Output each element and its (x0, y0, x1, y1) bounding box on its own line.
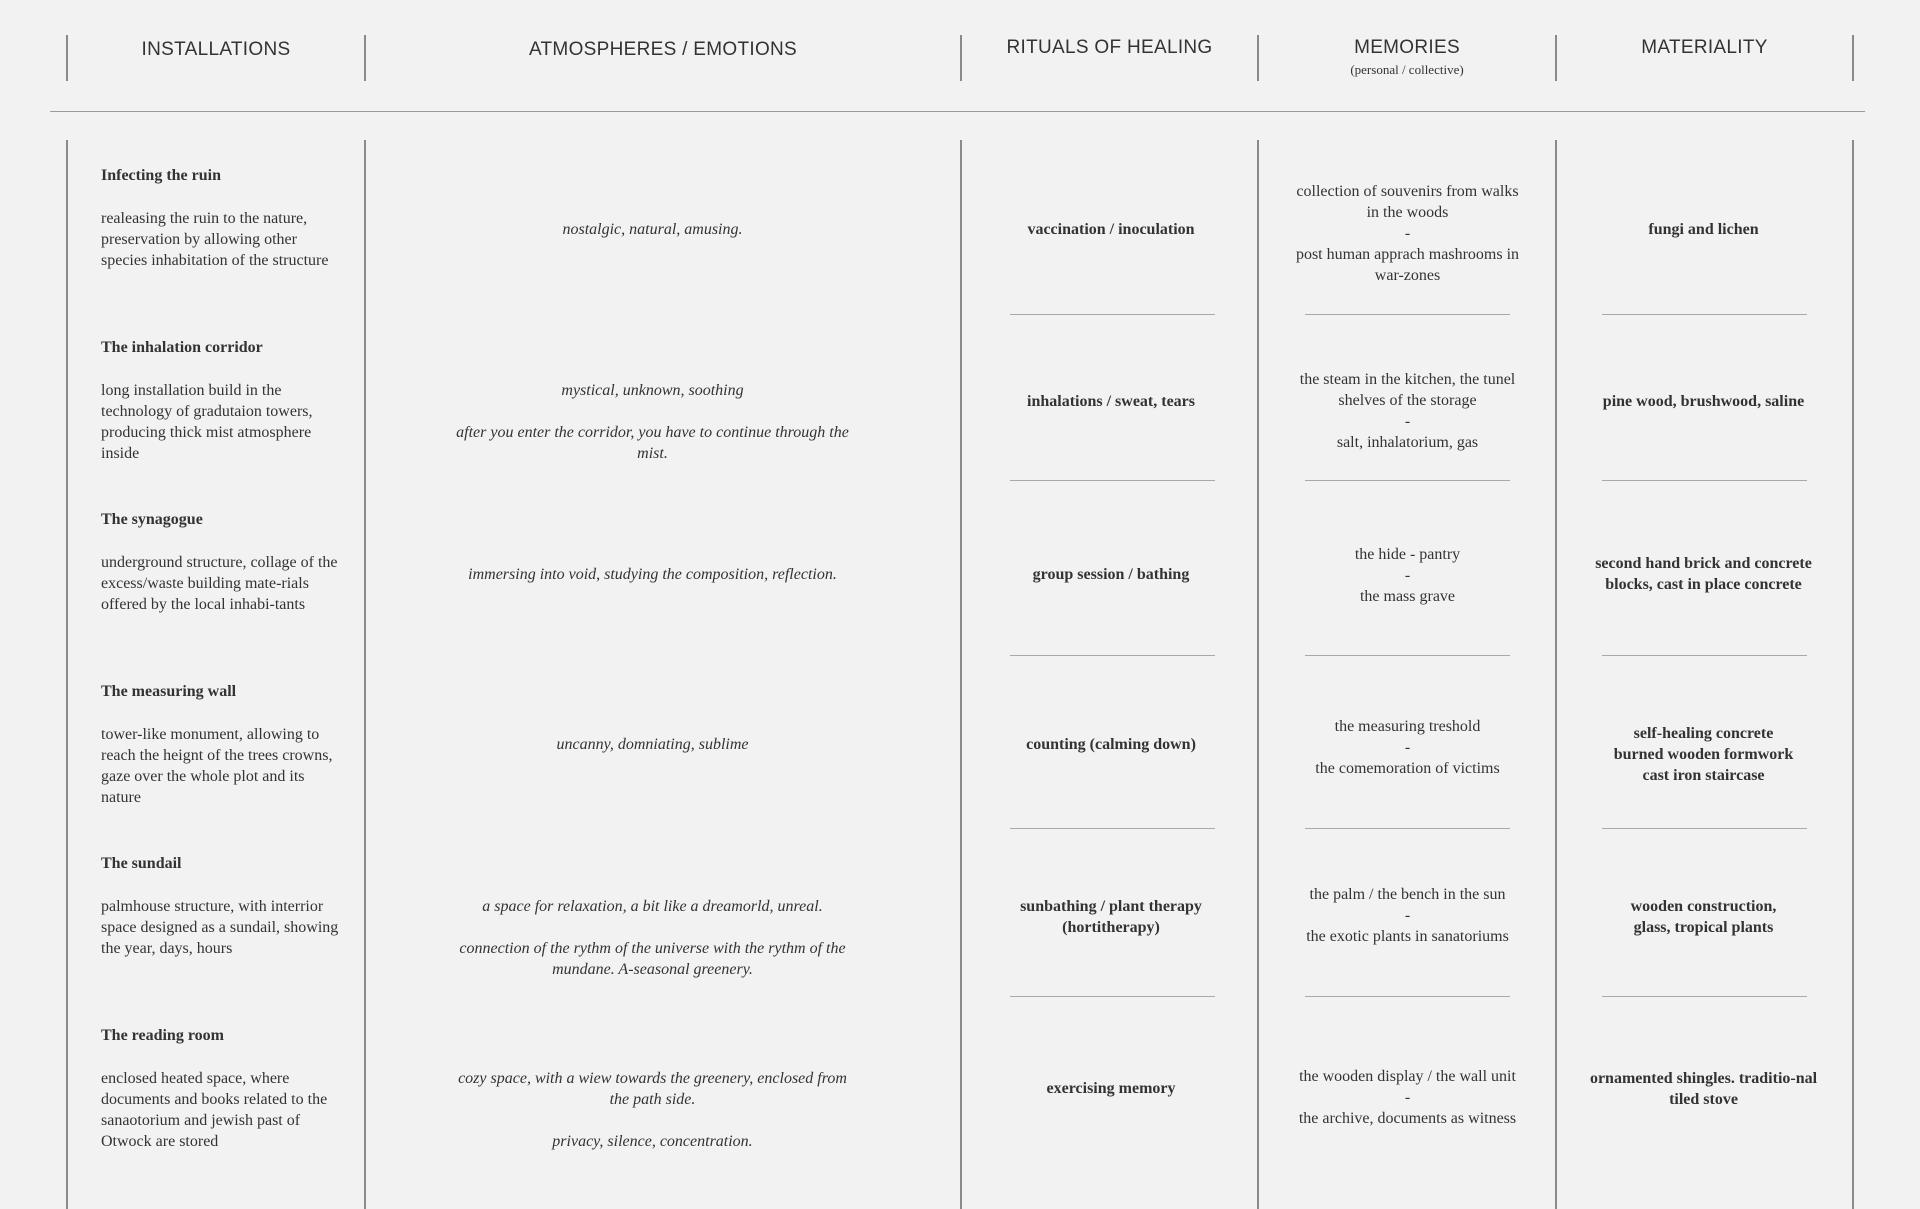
memory-separator: - (1404, 225, 1411, 242)
column-divider (960, 140, 962, 1209)
materiality-text: pine wood, brushwood, saline (1602, 392, 1805, 410)
memories-cell (1290, 181, 1525, 286)
materiality-text: self-healing concrete (1633, 724, 1774, 742)
installation-name: The synagogue (101, 511, 203, 528)
row-separator (1305, 828, 1510, 829)
ritual-text: group session / bathing (1032, 565, 1190, 583)
memory-collective: post human apprach mashrooms in war-zones (1295, 246, 1520, 284)
installation-cell (101, 337, 341, 464)
header-materiality: MATERIALITY (1641, 37, 1768, 58)
atmosphere-cell (450, 723, 855, 765)
memories-cell (1290, 542, 1525, 608)
row-separator (1602, 828, 1807, 829)
header-memories (1259, 37, 1555, 78)
memory-personal: the wooden display / the wall unit (1299, 1067, 1516, 1085)
column-divider (1257, 140, 1259, 1209)
installation-description: palmhouse structure, with interrior space designed as a sundail, showing the year, days, hours (101, 898, 339, 957)
memories-cell (1290, 882, 1525, 948)
atmosphere-cell (450, 553, 855, 595)
memory-collective: the archive, documents as witness (1298, 1109, 1517, 1127)
materiality-text: cast iron staircase (1642, 766, 1765, 784)
atmosphere-text: uncanny, domniating, sublime (556, 735, 749, 753)
memories-cell (1290, 366, 1525, 456)
memory-collective: the exotic plants in sanatoriums (1306, 927, 1509, 945)
memory-collective: the comemoration of victims (1315, 759, 1500, 777)
column-divider (1555, 140, 1557, 1209)
installation-description: long installation build in the technology of gradutaion towers, producing thick mist atmosphere inside (101, 382, 313, 462)
materiality-cell (1585, 721, 1822, 787)
header-memories-title: MEMORIES (1354, 37, 1460, 58)
ritual-text: exercising memory (1046, 1079, 1176, 1097)
memory-separator: - (1404, 1088, 1411, 1106)
installation-cell (101, 1025, 341, 1152)
row-separator (1010, 828, 1215, 829)
ritual-cell (1000, 893, 1222, 941)
header-rituals: RITUALS OF HEALING (1006, 37, 1213, 58)
memory-separator: - (1404, 906, 1411, 924)
row-separator (1010, 655, 1215, 656)
ritual-cell (1000, 380, 1222, 422)
materiality-cell (1585, 893, 1822, 941)
ritual-cell (1000, 208, 1222, 250)
header-installations: INSTALLATIONS (141, 39, 291, 60)
installation-name: The inhalation corridor (101, 339, 263, 356)
atmosphere-text: immersing into void, studying the composition, reflection. (468, 565, 837, 583)
row-separator (1305, 655, 1510, 656)
memory-personal: the palm / the bench in the sun (1309, 885, 1506, 903)
atmosphere-text: after you enter the corridor, you have to continue through the mist. (456, 424, 849, 462)
column-divider (1852, 35, 1854, 81)
atmosphere-text: nostalgic, natural, amusing. (562, 220, 743, 238)
materiality-text: glass, tropical plants (1633, 919, 1774, 936)
memory-collective: salt, inhalatorium, gas (1336, 434, 1479, 451)
installation-description: enclosed heated space, where documents and books related to the sanaotorium and jewish past of Otwock are stored (101, 1070, 328, 1150)
materiality-cell (1585, 380, 1822, 422)
memories-cell (1290, 1052, 1525, 1142)
row-separator (1010, 480, 1215, 481)
installation-description: underground structure, collage of the excess/waste building mate-rials offered by the local inhabi-tants (101, 554, 338, 613)
header-memories-subtitle: (personal / collective) (1350, 62, 1464, 77)
atmosphere-text: connection of the rythm of the universe with the rythm of the mundane. A-seasonal greenery. (459, 940, 846, 978)
atmosphere-cell (450, 377, 855, 467)
row-separator (1010, 314, 1215, 315)
installation-name: Infecting the ruin (101, 167, 221, 184)
row-separator (1602, 480, 1807, 481)
memory-personal: the measuring treshold (1334, 717, 1481, 735)
materiality-cell (1585, 208, 1822, 250)
installation-cell (101, 853, 341, 959)
atmosphere-cell (450, 893, 855, 983)
installation-description: realeasing the ruin to the nature, preservation by allowing other species inhabitation of the structure (101, 210, 329, 269)
materiality-text: second hand brick and concrete blocks, cast in place concrete (1595, 555, 1812, 593)
memories-cell (1290, 714, 1525, 780)
atmosphere-text: mystical, unknown, soothing (561, 382, 744, 399)
materiality-text: ornamented shingles. traditio-nal tiled stove (1589, 1070, 1818, 1108)
header-atmospheres: ATMOSPHERES / EMOTIONS (528, 39, 798, 60)
memory-separator: - (1404, 413, 1411, 430)
installation-cell (101, 165, 341, 271)
memory-separator: - (1404, 566, 1411, 584)
ritual-text: vaccination / inoculation (1027, 220, 1195, 238)
row-separator (1602, 655, 1807, 656)
materiality-text: wooden construction, (1630, 898, 1777, 915)
atmosphere-text: cozy space, with a wiew towards the greenery, enclosed from the path side. (458, 1070, 847, 1108)
installation-name: The reading room (101, 1027, 224, 1044)
atmosphere-cell (450, 1065, 855, 1155)
installation-name: The sundail (101, 855, 182, 872)
materiality-cell (1585, 553, 1822, 595)
row-separator (1010, 996, 1215, 997)
materiality-text: burned wooden formwork (1613, 745, 1794, 763)
memory-personal: collection of souvenirs from walks in the woods (1296, 183, 1519, 221)
row-separator (1305, 314, 1510, 315)
installation-cell (101, 681, 341, 808)
ritual-cell (1000, 1067, 1222, 1109)
memory-collective: the mass grave (1359, 587, 1456, 605)
atmosphere-text: a space for relaxation, a bit like a dreamorld, unreal. (482, 898, 823, 915)
column-divider (364, 140, 366, 1209)
ritual-text: inhalations / sweat, tears (1027, 392, 1195, 410)
installation-name: The measuring wall (101, 683, 237, 700)
ritual-text: counting (calming down) (1026, 735, 1196, 753)
column-divider (66, 140, 68, 1209)
atmosphere-text: privacy, silence, concentration. (552, 1133, 753, 1150)
row-separator (1305, 480, 1510, 481)
memory-personal: the steam in the kitchen, the tunel shelves of the storage (1299, 371, 1516, 409)
row-separator (1602, 314, 1807, 315)
materiality-cell (1585, 1065, 1822, 1113)
column-divider (1852, 140, 1854, 1209)
ritual-text: sunbathing / plant therapy (hortitherapy) (1020, 898, 1202, 936)
materiality-text: fungi and lichen (1648, 220, 1759, 238)
row-separator (1602, 996, 1807, 997)
memory-personal: the hide - pantry (1354, 545, 1461, 563)
row-separator (1305, 996, 1510, 997)
header-rule (50, 111, 1865, 112)
installation-description: tower-like monument, allowing to reach the heignt of the trees crowns, gaze over the whole plot and its nature (101, 726, 333, 806)
ritual-cell (1000, 723, 1222, 765)
atmosphere-cell (450, 208, 855, 250)
installation-cell (101, 509, 341, 615)
ritual-cell (1000, 553, 1222, 595)
memory-separator: - (1404, 738, 1411, 756)
